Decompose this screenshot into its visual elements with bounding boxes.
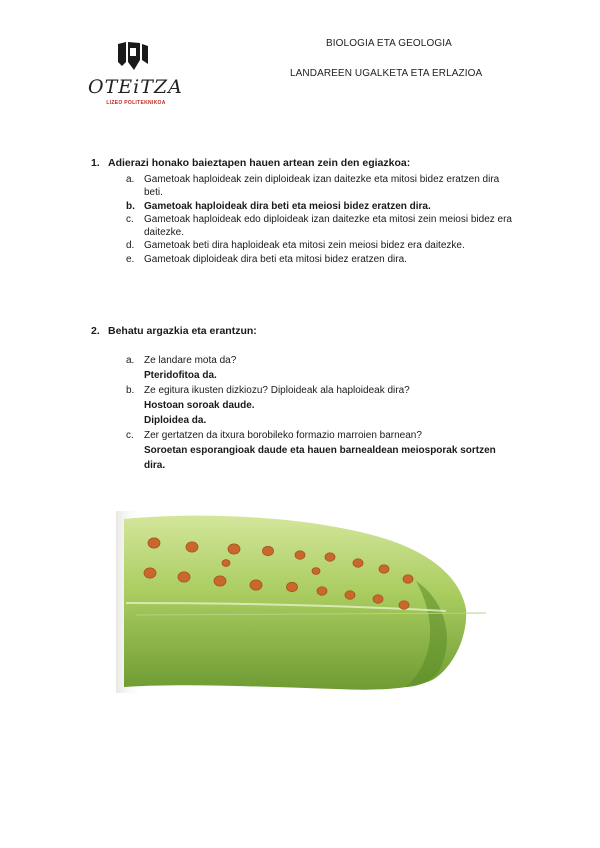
- sorus-dot: [287, 582, 298, 591]
- sorus-dot: [403, 575, 413, 584]
- sub-question-letter: a.: [126, 355, 135, 366]
- header-topic: LANDAREEN UGALKETA ETA ERLAZIOA: [290, 68, 483, 79]
- question-2: [91, 325, 257, 337]
- school-logo: [88, 40, 184, 112]
- logo-wordmark: OTEiTZA: [88, 76, 183, 98]
- sorus-dot: [222, 560, 230, 567]
- sorus-dot: [263, 546, 274, 555]
- header-subject: BIOLOGIA ETA GEOLOGIA: [326, 38, 452, 49]
- question-text: Behatu argazkia eta erantzun:: [108, 325, 257, 337]
- sub-question-text: Ze landare mota da?: [144, 355, 237, 366]
- sub-question-c: [126, 428, 518, 473]
- sorus-dot: [144, 568, 156, 578]
- option-letter: c.: [126, 213, 134, 225]
- option-text: Gametoak haploideak zein diploideak izan daitezke eta mitosi bidez eratzen dira beti.: [144, 174, 500, 199]
- sorus-dot: [214, 576, 226, 586]
- sorus-dot: [379, 565, 389, 574]
- sub-question-letter: c.: [126, 430, 134, 441]
- sorus-dot: [250, 580, 262, 590]
- sub-question-a: [126, 353, 518, 383]
- option-letter: d.: [126, 240, 135, 252]
- option-c: [126, 213, 518, 240]
- sorus-dot: [317, 587, 327, 596]
- option-b-correct: [126, 200, 518, 213]
- option-text: Gametoak beti dira haploideak eta mitosi zein meiosi bidez era daitezke.: [144, 240, 465, 252]
- question-number: 1.: [91, 157, 100, 169]
- fern-leaf-image: [116, 511, 492, 693]
- sorus-dot: [186, 542, 198, 552]
- option-e: [126, 253, 518, 266]
- option-letter: e.: [126, 253, 135, 265]
- option-letter: a.: [126, 174, 135, 185]
- sorus-dot: [228, 544, 240, 554]
- option-letter: b.: [126, 200, 135, 212]
- question-1: [91, 157, 410, 169]
- option-a: [126, 173, 518, 200]
- sorus-dot: [148, 538, 160, 548]
- fern-leaf-sori-icon: [116, 511, 492, 693]
- question-1-options: [126, 173, 518, 266]
- sorus-dot: [178, 572, 190, 582]
- sub-question-text: Zer gertatzen da itxura borobileko formazio marroien barnean?: [144, 430, 422, 441]
- question-2-items: [126, 353, 518, 473]
- sub-question-b: [126, 383, 518, 428]
- answer-text: Hostoan soroak daude.: [144, 400, 255, 411]
- option-text: Gametoak haploideak edo diploideak izan daitezke eta mitosi zein meiosi bidez era daitezke.: [144, 213, 512, 239]
- option-text: Gametoak diploideak dira beti eta mitosi bidez eratzen dira.: [144, 253, 407, 265]
- logo-subtitle: LIZEO POLITEKNIKOA: [106, 100, 166, 106]
- question-text: Adierazi honako baieztapen hauen artean zein den egiazkoa:: [108, 157, 411, 169]
- answer-text: Pteridofitoa da.: [144, 370, 217, 381]
- tower-logo-icon: [88, 40, 184, 80]
- sorus-dot: [373, 595, 383, 604]
- sorus-dot: [325, 553, 335, 562]
- answer-text: Diploidea da.: [144, 415, 207, 426]
- sorus-dot: [399, 601, 409, 610]
- sorus-dot: [312, 568, 320, 575]
- option-text: Gametoak haploideak dira beti eta meiosi bidez eratzen dira.: [144, 200, 431, 212]
- option-d: [126, 239, 518, 252]
- sub-question-letter: b.: [126, 385, 135, 396]
- sorus-dot: [295, 551, 305, 560]
- sorus-dot: [345, 591, 355, 600]
- answer-text: Soroetan esporangioak daude eta hauen barnealdean meiosporak sortzen dira.: [144, 445, 496, 471]
- sub-question-text: Ze egitura ikusten dizkiozu? Diploideak ala haploideak dira?: [144, 385, 410, 396]
- question-number: 2.: [91, 325, 100, 337]
- sorus-dot: [353, 559, 363, 568]
